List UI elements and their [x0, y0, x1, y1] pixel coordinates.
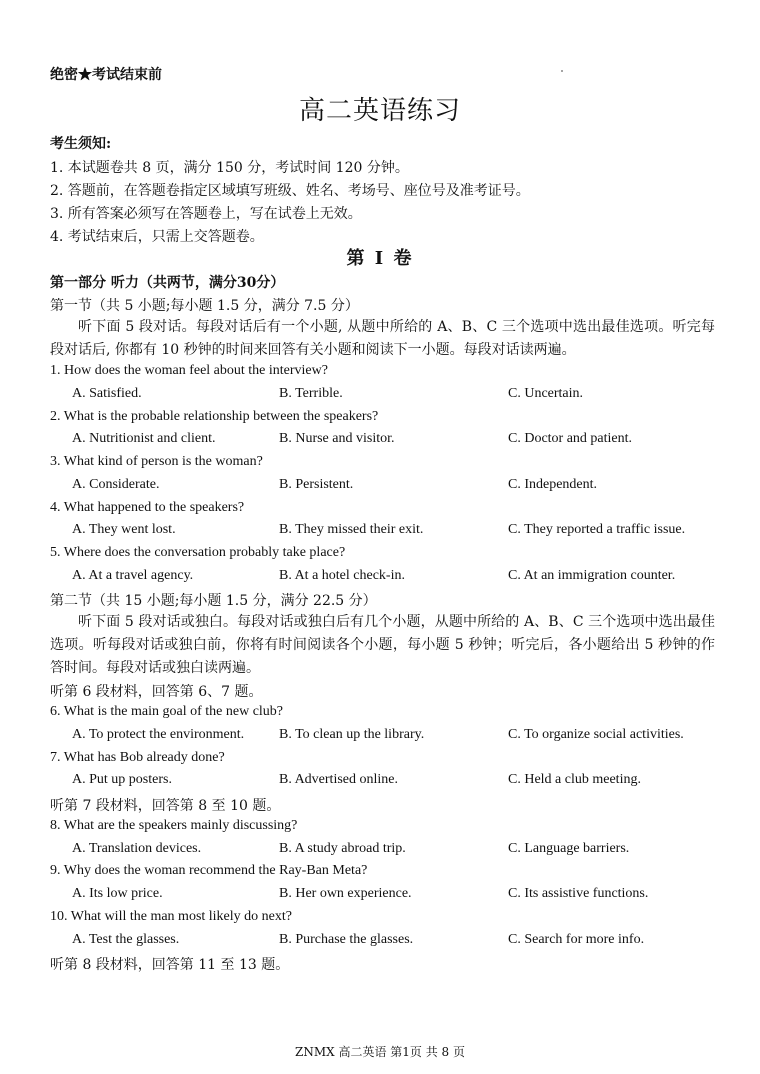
instruction-item: 2. 答题前，在答题卷指定区域填写班级、姓名、考场号、座位号及准考证号。 — [50, 183, 530, 199]
option-a: A. Satisfied. — [72, 386, 142, 401]
volume-title: 第 I 卷 — [346, 248, 414, 269]
option-b: B. Persistent. — [279, 477, 354, 492]
question: 9. Why does the woman recommend the Ray-Ban Meta? — [50, 863, 368, 878]
option-b: B. At a hotel check-in. — [279, 568, 405, 583]
option-c: C. Uncertain. — [508, 386, 584, 401]
option-c: C. At an immigration counter. — [508, 568, 676, 583]
instruction-item: 4. 考试结束后，只需上交答题卷。 — [50, 229, 264, 245]
option-a: A. Nutritionist and client. — [72, 431, 216, 446]
option-a: A. Test the glasses. — [72, 932, 180, 947]
option-b: B. Purchase the glasses. — [279, 932, 414, 947]
option-c: C. Language barriers. — [508, 841, 630, 856]
option-c: C. Independent. — [508, 477, 598, 492]
option-c: C. Doctor and patient. — [508, 431, 633, 446]
listening-note: 听第 7 段材料，回答第 8 至 10 题。 — [50, 798, 281, 814]
instruction-item: 3. 所有答案必须写在答题卷上，写在试卷上无效。 — [50, 206, 362, 222]
option-b: B. Nurse and visitor. — [279, 431, 395, 446]
listening-note: 听第 6 段材料，回答第 6、7 题。 — [50, 684, 263, 700]
option-c: C. Held a club meeting. — [508, 772, 641, 787]
instructions-heading: 考生须知: — [50, 136, 112, 152]
question: 6. What is the main goal of the new club? — [50, 704, 284, 719]
option-a: A. Its low price. — [72, 886, 163, 901]
confidential-mark: 绝密★考试结束前 — [50, 67, 162, 83]
section-heading: 第二节（共 15 小题;每小题 1.5 分，满分 22.5 分） — [50, 593, 377, 609]
instruction-item: 1. 本试题卷共 8 页，满分 150 分，考试时间 120 分钟。 — [50, 160, 409, 176]
question: 4. What happened to the speakers? — [50, 500, 245, 515]
question: 1. How does the woman feel about the interview? — [50, 363, 328, 378]
option-b: B. To clean up the library. — [279, 727, 425, 742]
listening-note: 听第 8 段材料，回答第 11 至 13 题。 — [50, 957, 290, 973]
part-heading: 第一部分 听力（共两节，满分30分） — [50, 275, 285, 291]
option-b: B. Advertised online. — [279, 772, 398, 787]
question: 7. What has Bob already done? — [50, 750, 225, 765]
option-c: C. Search for more info. — [508, 932, 645, 947]
page-title: 高二英语练习 — [298, 96, 461, 126]
section-directions: 听下面 5 段对话或独白。每段对话或独白后有几个小题，从题中所给的 A、B、C 三个选项中选出最佳选项。听每段对话或独白前，你将有时间阅读各个小题，每小题 5 秒钟；听完后，各小题给出 5 秒钟的作答时间。每段对话或独白读两遍。 — [50, 614, 715, 676]
option-a: A. Considerate. — [72, 477, 160, 492]
option-c: C. To organize social activities. — [508, 727, 684, 742]
question: 10. What will the man most likely do next? — [50, 909, 292, 924]
option-b: B. Terrible. — [279, 386, 343, 401]
option-a: A. They went lost. — [72, 522, 176, 537]
option-b: B. Her own experience. — [279, 886, 412, 901]
option-a: A. Put up posters. — [72, 772, 172, 787]
question: 5. Where does the conversation probably take place? — [50, 545, 346, 560]
option-b: B. A study abroad trip. — [279, 841, 406, 856]
question: 8. What are the speakers mainly discussing? — [50, 818, 298, 833]
option-a: A. To protect the environment. — [72, 727, 245, 742]
scan-speck — [561, 70, 563, 72]
option-a: A. Translation devices. — [72, 841, 202, 856]
option-a: A. At a travel agency. — [72, 568, 194, 583]
section-heading: 第一节（共 5 小题;每小题 1.5 分，满分 7.5 分） — [50, 298, 359, 314]
section-directions: 听下面 5 段对话。每段对话后有一个小题, 从题中所给的 A、B、C 三个选项中选出最佳选项。听完每段对话后, 你都有 10 秒钟的时间来回答有关小题和阅读下一小题。每段对话读两遍。 — [50, 319, 715, 358]
page-footer: ZNMX 高二英语 第1页 共 8 页 — [294, 1045, 465, 1059]
option-c: C. Its assistive functions. — [508, 886, 649, 901]
option-c: C. They reported a traffic issue. — [508, 522, 686, 537]
question: 3. What kind of person is the woman? — [50, 454, 263, 469]
question: 2. What is the probable relationship between the speakers? — [50, 409, 379, 424]
option-b: B. They missed their exit. — [279, 522, 424, 537]
